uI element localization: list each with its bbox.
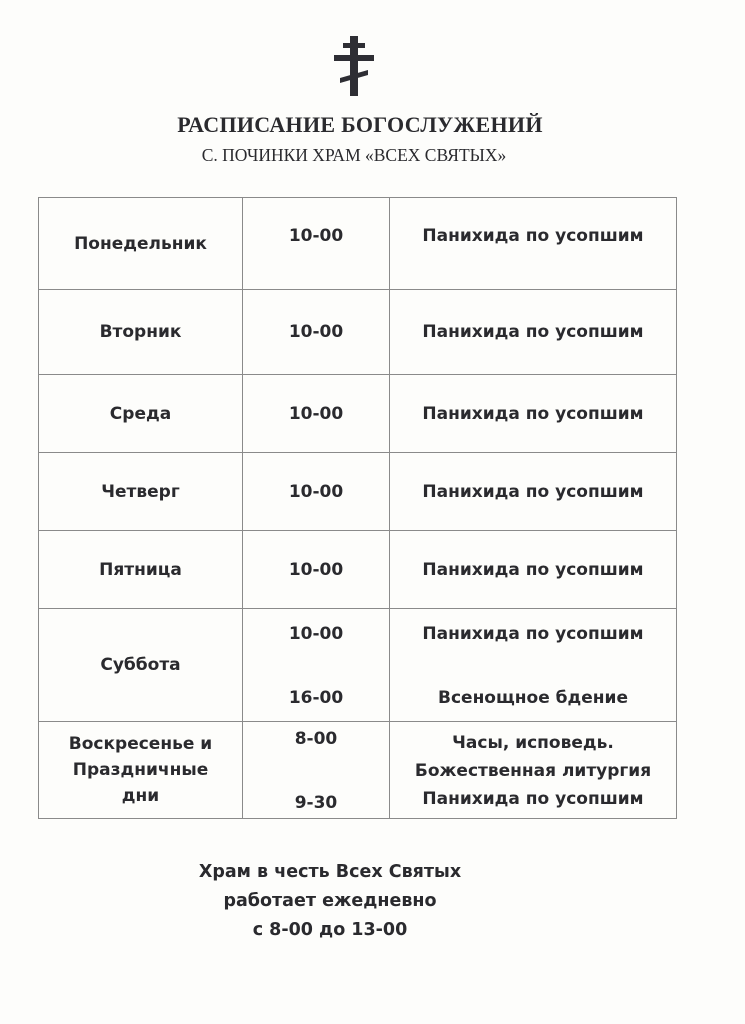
table-row-sunday: [39, 722, 677, 819]
day-cell: Среда: [39, 375, 243, 453]
day-cell: [39, 722, 243, 819]
service-value: Божественная литургия: [414, 761, 652, 781]
time-value: 10-00: [288, 624, 344, 644]
time-value: 8-00: [294, 729, 338, 749]
orthodox-cross-icon: [330, 36, 378, 96]
time-cell: [243, 722, 390, 819]
time-cell: 10-00: [243, 375, 390, 453]
table-row: [39, 531, 677, 609]
footer-line: работает ежедневно: [223, 891, 437, 911]
time-value: 16-00: [288, 688, 344, 708]
time-cell: 10-00: [243, 531, 390, 609]
time-cell: [243, 609, 390, 722]
table-row: [39, 453, 677, 531]
service-cell: Панихида по усопшим: [390, 531, 677, 609]
day-line: Праздничные: [72, 760, 209, 780]
service-value: Панихида по усопшим: [422, 624, 644, 644]
page-subtitle: С. ПОЧИНКИ ХРАМ «ВСЕХ СВЯТЫХ»: [201, 145, 507, 165]
service-value: Всенощное бдение: [438, 688, 628, 708]
day-cell: Суббота: [39, 609, 243, 722]
service-cell: Панихида по усопшим: [390, 290, 677, 375]
service-cell: Панихида по усопшим: [390, 198, 677, 290]
day-line: дни: [121, 786, 160, 806]
time-cell: 10-00: [243, 290, 390, 375]
service-cell: Панихида по усопшим: [390, 453, 677, 531]
time-cell: 10-00: [243, 453, 390, 531]
opening-hours-note: [0, 858, 660, 945]
time-value: 9-30: [294, 793, 338, 813]
table-row: [39, 375, 677, 453]
footer-line: Храм в честь Всех Святых: [198, 862, 462, 882]
service-value: Панихида по усопшим: [422, 789, 644, 809]
day-line: Воскресенье и: [68, 734, 213, 754]
day-cell: Понедельник: [39, 198, 243, 290]
table-row: [39, 290, 677, 375]
table-row-saturday: [39, 609, 677, 722]
service-cell: [390, 609, 677, 722]
time-cell: 10-00: [243, 198, 390, 290]
day-cell: Пятница: [39, 531, 243, 609]
schedule-table: [38, 197, 677, 819]
page-title: РАСПИСАНИЕ БОГОСЛУЖЕНИЙ: [177, 112, 543, 137]
table-row: [39, 198, 677, 290]
footer-line: с 8-00 до 13-00: [252, 920, 408, 940]
day-cell: Вторник: [39, 290, 243, 375]
service-cell: [390, 722, 677, 819]
day-cell: Четверг: [39, 453, 243, 531]
service-cell: Панихида по усопшим: [390, 375, 677, 453]
service-value: Часы, исповедь.: [452, 733, 614, 753]
